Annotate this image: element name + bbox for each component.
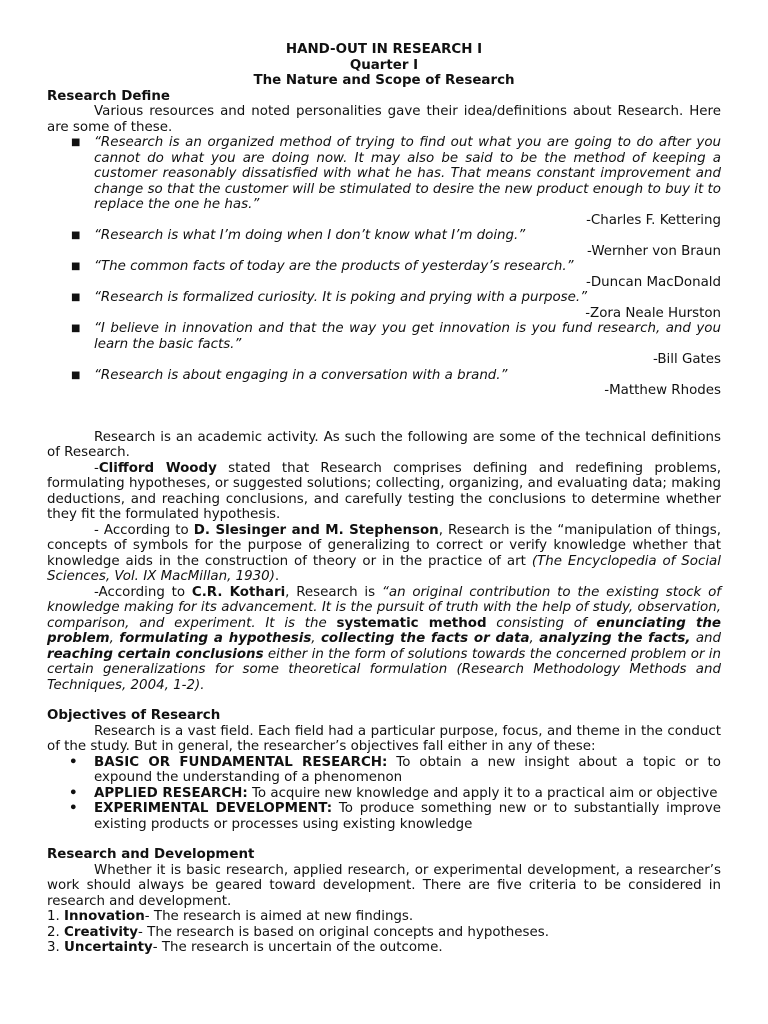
definition-quote-part: “an original contribution to the existing stock of knowledge making for its advancement. It is the pursuit of truth with the help of study, observation, comparison, and experiment. It is the	[47, 584, 721, 631]
criterion-number: 3.	[47, 940, 65, 955]
title-line-3: The Nature and Scope of Research	[253, 73, 515, 88]
definition-separator: and	[690, 631, 722, 646]
objective-term: EXPERIMENTAL DEVELOPMENT:	[94, 801, 333, 816]
quote-text: “I believe in innovation and that the way you get innovation is you fund research, and you learn the basic facts.”	[94, 321, 721, 352]
quote-item	[47, 135, 721, 228]
quote-item	[47, 290, 721, 321]
criterion-item	[47, 925, 721, 941]
quote-author: -Duncan MacDonald	[586, 274, 721, 290]
criterion-term: Creativity	[64, 924, 139, 940]
square-bullet-icon: ■	[71, 230, 81, 241]
square-bullet-icon: ■	[71, 323, 81, 334]
definition-bold-term: collecting the facts or data	[320, 631, 530, 646]
document-title	[47, 42, 721, 89]
square-bullet-icon: ■	[71, 261, 81, 272]
criterion-term: Uncertainty	[64, 940, 153, 955]
section-heading-define: Research Define	[47, 88, 170, 104]
bullet-dot-icon: •	[69, 785, 78, 801]
criterion-desc: - The research is uncertain of the outcome.	[152, 940, 443, 955]
definition-bold-term: enunciating the problem	[47, 615, 721, 646]
square-bullet-icon: ■	[71, 369, 81, 381]
criterion-number: 2.	[47, 924, 65, 940]
criterion-desc: - The research is based on original concepts and hypotheses.	[138, 924, 549, 940]
quote-text: “Research is an organized method of trying to find out what you are going to do after you cannot do what you are doing now. It may also be said to be the method of keeping a customer reasonably dissatisfied with what he has. That means constant improvement and change so that the customer will be stimulated to desire the new product enough to buy it to replace the one he has.”	[94, 135, 721, 212]
definition-kothari	[47, 585, 721, 694]
quote-text: “Research is about engaging in a conversation with a brand.”	[94, 367, 508, 383]
quote-item	[47, 368, 721, 399]
quote-author: -Bill Gates	[652, 352, 721, 367]
definition-end: .	[274, 569, 280, 584]
definition-source: (The Encyclopedia of Social Sciences, Vol. IX MacMillan, 1930)	[47, 553, 721, 584]
definition-text: stated that Research comprises defining and redefining problems, formulating hypotheses, or suggested solutions; collecting, organizing, and evaluating data; making deductions, and reaching conclusions, and carefully testing the conclusions to determine whether they fit the formulated hypothesis.	[47, 460, 721, 522]
spacer	[47, 399, 721, 430]
quote-text: “Research is what I’m doing when I don’t know what I’m doing.”	[94, 228, 526, 243]
objective-item	[47, 786, 721, 802]
objective-desc: To acquire new knowledge and apply it to a practical aim or objective	[247, 785, 718, 801]
objectives-list	[47, 755, 721, 833]
definition-prefix: -According to	[94, 584, 192, 600]
criterion-number: 1.	[47, 909, 65, 924]
definition-mid: , Research is	[285, 584, 382, 600]
spacer	[47, 832, 721, 847]
definition-bold-term: systematic method	[336, 615, 487, 631]
criterion-item	[47, 909, 721, 925]
section-heading-objectives: Objectives of Research	[47, 708, 221, 723]
title-line-1: HAND-OUT IN RESEARCH I	[285, 42, 483, 57]
definition-prefix: - According to	[94, 522, 194, 538]
technical-intro: Research is an academic activity. As such the following are some of the technical definitions of Research.	[47, 429, 721, 460]
objective-desc: To produce something new or to substantially improve existing products or processes using existing knowledge	[94, 801, 721, 832]
title-line-2: Quarter I	[349, 57, 419, 73]
quote-author: -Matthew Rhodes	[604, 383, 721, 398]
quote-item	[47, 228, 721, 259]
definition-slesinger	[47, 523, 721, 585]
definition-separator: ,	[529, 631, 540, 646]
objective-term: APPLIED RESEARCH:	[94, 785, 248, 801]
quote-text: “The common facts of today are the products of yesterday’s research.”	[94, 259, 574, 274]
square-bullet-icon: ■	[71, 137, 81, 148]
definition-text: , Research is the “manipulation of things, concepts of symbols for the purpose of generalizing to correct or verify knowledge whether that knowledge aids in the construction of theory or in the practice of art	[47, 522, 721, 569]
quote-text: “Research is formalized curiosity. It is poking and prying with a purpose.”	[94, 290, 588, 305]
definition-quote-part: either in the form of solutions towards the concerned problem or in certain generalizations for some theoretical formulation (Research Methodology Methods and Techniques, 2004, 1-2).	[47, 646, 721, 693]
definition-bold-term: reaching certain conclusions	[47, 646, 264, 662]
criterion-item	[47, 940, 721, 956]
objective-term: BASIC OR FUNDAMENTAL RESEARCH:	[94, 754, 388, 770]
spacer	[47, 693, 721, 708]
rnd-intro: Whether it is basic research, applied research, or experimental development, a researcher’s work should always be geared toward development. There are five criteria to be considered in research and development.	[47, 862, 721, 909]
definition-separator: ,	[311, 631, 321, 646]
bullet-dot-icon: •	[69, 754, 78, 770]
definition-bold-term: analyzing the facts,	[539, 631, 691, 646]
author-name-woody: Clifford Woody	[98, 460, 217, 476]
author-name-slesinger: D. Slesinger and M. Stephenson	[193, 522, 439, 538]
objective-item	[47, 801, 721, 832]
quote-author: -Zora Neale Hurston	[585, 305, 721, 321]
definition-quote-part: consisting of	[486, 615, 597, 631]
quote-list	[47, 135, 721, 399]
quote-author: -Wernher von Braun	[587, 243, 721, 259]
objective-desc: To obtain a new insight about a topic or to expound the understanding of a phenomenon	[94, 754, 721, 785]
quote-item	[47, 259, 721, 290]
criterion-desc: - The research is aimed at new findings.	[144, 909, 414, 924]
quote-author: -Charles F. Kettering	[586, 212, 721, 228]
definition-separator: ,	[109, 631, 120, 646]
definition-woody	[47, 461, 721, 523]
bullet-dot-icon: •	[69, 801, 78, 816]
objectives-intro: Research is a vast field. Each field had a particular purpose, focus, and theme in the conduct of the study. But in general, the researcher’s objectives fall either in any of these:	[47, 723, 721, 754]
definition-prefix: -	[94, 460, 99, 476]
criterion-term: Innovation	[64, 909, 145, 924]
author-name-kothari: C.R. Kothari	[191, 584, 286, 600]
section-heading-rnd: Research and Development	[47, 847, 255, 862]
square-bullet-icon: ■	[71, 292, 81, 303]
definition-bold-term: formulating a hypothesis	[119, 631, 312, 646]
quote-item	[47, 321, 721, 368]
criteria-list	[47, 909, 721, 956]
objective-item	[47, 755, 721, 786]
define-intro: Various resources and noted personalities gave their idea/definitions about Research. Here are some of these.	[47, 104, 721, 135]
